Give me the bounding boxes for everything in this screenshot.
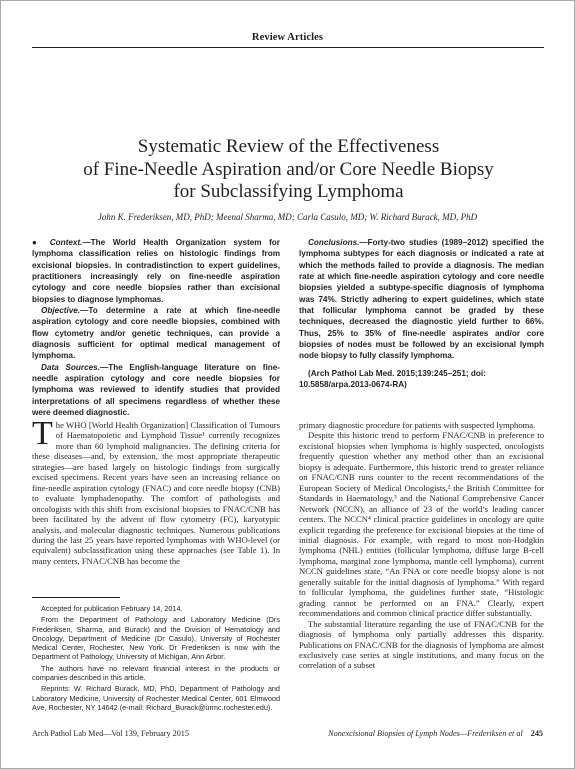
abstract-conclusions bbox=[299, 237, 544, 362]
conclusions-heading: Conclusions. bbox=[308, 238, 360, 247]
body-left-column bbox=[32, 415, 280, 566]
abstract-left-column bbox=[32, 237, 280, 419]
body-paragraph-3: The substantial literature regarding the use of FNAC/CNB for the diagnosis of lymphoma only partially addresses this disparity. Publications on FNAC/CNB for the diagnosis of lymphoma are almost exclusively case series at single institutions, and many focus on the correlation of a subset bbox=[299, 618, 544, 671]
abstract-data-sources bbox=[32, 362, 280, 419]
running-title: Nonexcisional Biopsies of Lymph Nodes—Frederiksen et al bbox=[328, 729, 523, 738]
intro-text: he WHO [World Health Organization] Classification of Tumours of Haematopoietic and Lymphoid Tissue¹ currently recognizes more than 60 lymphoid malignancies. The defining criteria for these diseases—and, by extension, the most appropriate therapeutic strategies—are based largely on histologic findings from surgically excised specimens. Recent years have seen an increasing reliance on fine-needle aspiration cytology (FNAC) and core needle biopsy (CNB) to evaluate lymphadenopathy. The comfort of pathologists and oncologists with this shift from excisional biopsies to FNAC/CNB has been facilitated by the advent of flow cytometry (FC), karyotypic analysis, and molecular diagnostic techniques. Numerous publications during the last 25 years have reported lymphomas with WHO-level (or equivalent) subclassification using these approaches (see Table 1). In many centers, FNAC/CNB has become the bbox=[32, 420, 280, 566]
objective-text: —To determine a rate at which fine-needle aspiration cytology and core needle biopsies, combined with flow cytometry and/or genetic techniques, can provide a diagnosis sufficient for optimal medical management of lymphoma. bbox=[32, 306, 280, 361]
title-line-1: Systematic Review of the Effectiveness bbox=[137, 136, 440, 157]
data-sources-text: —The English-language literature on fine-needle aspiration cytology and core needle biopsies for lymphoma was reviewed to identify studies that provided interpretations of all specimens regardless of whether these were deemed diagnostic. bbox=[32, 362, 281, 418]
bullet-icon: ● bbox=[32, 238, 50, 247]
footer-running-head bbox=[328, 729, 543, 738]
intro-paragraph bbox=[32, 415, 280, 566]
context-heading: Context. bbox=[49, 238, 83, 247]
body-right-column bbox=[299, 420, 544, 671]
header-rule bbox=[32, 47, 544, 48]
body-paragraph-2: Despite this historic trend to perform FNAC/CNB in preference to excisional biopsies when lymphoma is highly suspected, oncologists frequently question whether any method other than an excisional biopsy is adequate. Furthermore, this historic trend to greater reliance on FNAC/CNB runs counter to the recent recommendations of the European Society of Medical Oncologists,² the British Committee for Standards in Haematology,³ and the National Comprehensive Cancer Network (NCCN), an alliance of 23 of the world’s leading cancer centers. The NCCN⁴ clinical practice guidelines in oncology are quite explicit regarding the preference for excisional biopsies at the time of initial diagnosis. For example, with regard to most non-Hodgkin lymphoma (NHL) entities (follicular lymphoma, diffuse large B-cell lymphoma, marginal zone lymphoma, mantle cell lymphoma), current NCCN guidelines state, “An FNA or core needle biopsy alone is not generally suitable for the initial diagnosis of lymphoma.” With regard to follicular lymphoma, the guidelines further state, “Histologic grading cannot be performed on an FNA.” Clearly, expert recommendations and common clinical practice differ substantially. bbox=[299, 430, 544, 619]
title-line-3: for Subclassifying Lymphoma bbox=[173, 181, 404, 202]
author-list: John K. Frederiksen, MD, PhD; Meenal Sharma, MD; Carla Casulo, MD; W. Richard Burack, MD, PhD bbox=[97, 212, 478, 222]
abstract-context bbox=[32, 237, 280, 305]
section-header: Review Articles bbox=[251, 32, 324, 43]
objective-heading: Objective. bbox=[41, 306, 81, 316]
footnote-reprints: Reprints: W. Richard Burack, MD, PhD, Department of Pathology and Laboratory Medicine, University of Rochester Medical Center, 601 Elmwood Ave, Rochester, NY 14642 (e-mail: Richard_Burack@urmc.rochester.edu). bbox=[32, 684, 280, 712]
footer-journal: Arch Pathol Lab Med—Vol 139, February 2015 bbox=[32, 729, 189, 738]
context-text: —The World Health Organization system for lymphoma classification relies on histologic findings from excisional biopsies. In contradistinction to expert guidelines, practitioners increasingly rely on fine-needle aspiration cytology and core needle biopsies rather than excisional biopsies to diagnose lymphomas. bbox=[32, 238, 280, 304]
abstract-objective bbox=[32, 305, 280, 362]
abstract-right-column bbox=[299, 237, 544, 390]
footnote-accepted: Accepted for publication February 14, 2014. bbox=[41, 604, 183, 613]
footnote-disclosure: The authors have no relevant financial interest in the products or companies described in this article. bbox=[32, 663, 280, 683]
drop-cap: T bbox=[32, 415, 53, 452]
article-title bbox=[41, 136, 536, 204]
title-line-2: of Fine-Needle Aspiration and/or Core Needle Biopsy bbox=[83, 158, 494, 180]
page-number: 245 bbox=[530, 729, 543, 738]
conclusions-text: —Forty-two studies (1989–2012) specified the lymphoma subtypes for each diagnosis or indicated a rate at which the methods failed to provide a diagnosis. The median rate at which fine-needle aspiration cytology and core needle biopsies yielded a subtype-specific diagnosis of lymphoma was 74%. Strictly adhering to expert guidelines, which state that follicular lymphoma cannot be graded by these techniques, decreased the diagnostic yield further to 66%. Thus, 25% to 35% of fine-needle aspirates and/or core biopsies of nodes must be followed by an excisional lymph node biopsy to fully classify lymphoma. bbox=[299, 238, 544, 361]
footnotes bbox=[32, 604, 280, 714]
footnote-rule bbox=[32, 597, 120, 598]
data-sources-heading: Data Sources. bbox=[41, 362, 101, 372]
footnote-affiliation: From the Department of Pathology and Laboratory Medicine (Drs Frederiksen, Sharma, and Burack) and the Division of Hematology and Oncology, Department of Medicine (Dr Casulo), University of Rochester Medical Center, Rochester, New York. Dr Frederiksen is now with the Department of Pathology, University of Michigan, Ann Arbor. bbox=[32, 615, 280, 662]
abstract-citation: (Arch Pathol Lab Med. 2015;139:245–251; doi: 10.5858/arpa.2013-0674-RA) bbox=[299, 368, 486, 390]
body-paragraph-1: primary diagnostic procedure for patients with suspected lymphoma. bbox=[299, 420, 536, 430]
